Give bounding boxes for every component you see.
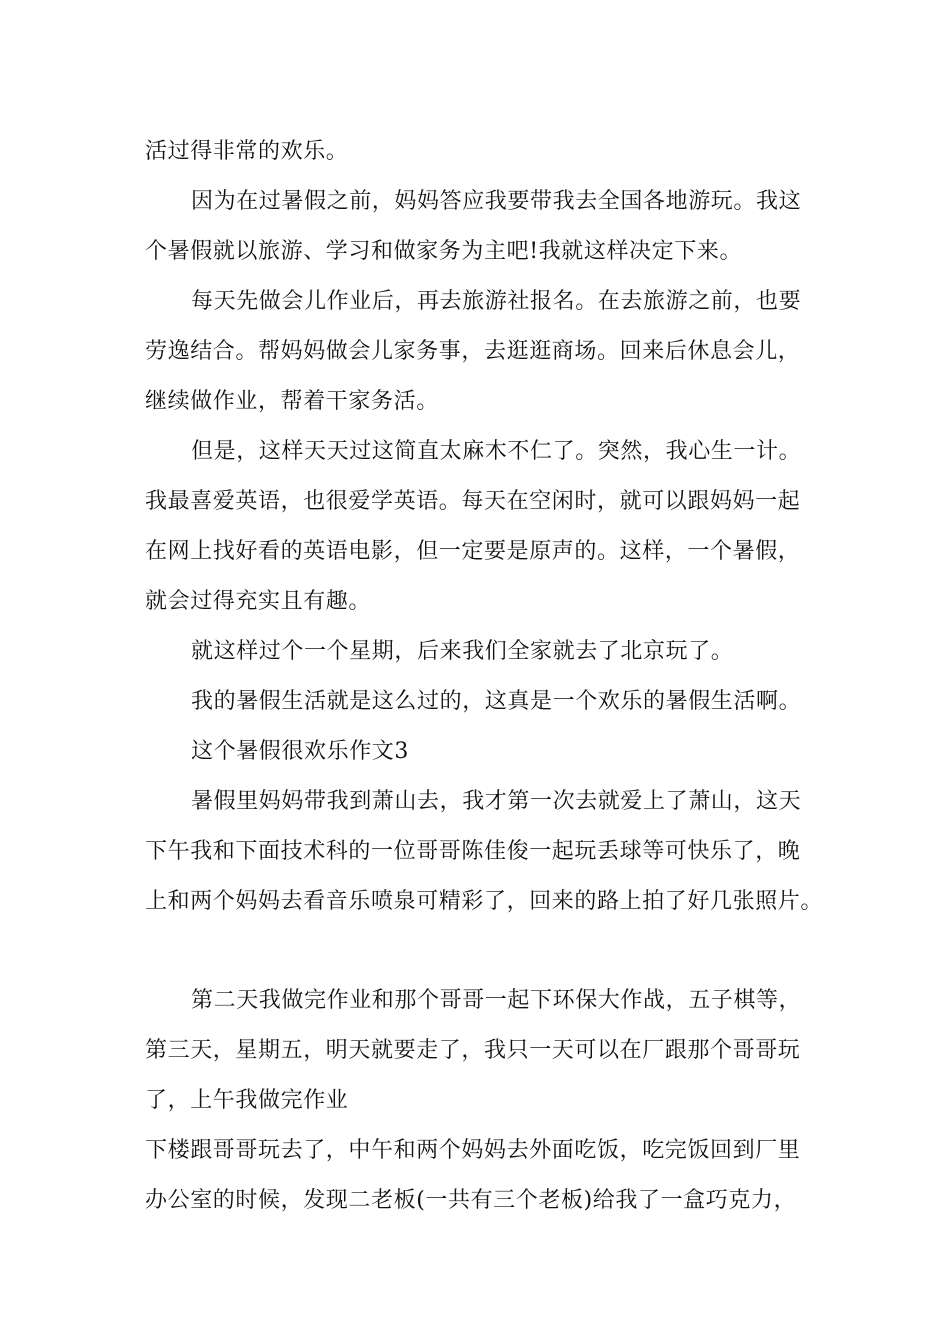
text-line: 上和两个妈妈去看音乐喷泉可精彩了，回来的路上拍了好几张照片。 — [145, 889, 824, 914]
text-line: 就这样过个一个星期，后来我们全家就去了北京玩了。 — [191, 639, 734, 664]
text-line: 但是，这样天天过这简直太麻木不仁了。突然，我心生一计。 — [191, 439, 802, 464]
text-line: 在网上找好看的英语电影，但一定要是原声的。这样，一个暑假， — [145, 539, 801, 564]
text-line: 就会过得充实且有趣。 — [145, 589, 372, 614]
text-line: 继续做作业，帮着干家务活。 — [145, 389, 439, 414]
text-line: 下午我和下面技术科的一位哥哥陈佳俊一起玩丢球等可快乐了，晚 — [145, 839, 801, 864]
text-line: 我最喜爱英语，也很爱学英语。每天在空闲时，就可以跟妈妈一起 — [145, 489, 801, 514]
text-line: 每天先做会儿作业后，再去旅游社报名。在去旅游之前，也要 — [191, 289, 802, 314]
text-line: 第三天，星期五，明天就要走了，我只一天可以在厂跟那个哥哥玩 — [145, 1038, 801, 1063]
text-line: 第二天我做完作业和那个哥哥一起下环保大作战，五子棋等， — [191, 988, 802, 1013]
text-line: 下楼跟哥哥玩去了，中午和两个妈妈去外面吃饭，吃完饭回到厂里 — [145, 1138, 801, 1163]
text-line: 个暑假就以旅游、学习和做家务为主吧!我就这样决定下来。 — [145, 239, 743, 264]
text-line: 活过得非常的欢乐。 — [145, 139, 349, 164]
text-line: 暑假里妈妈带我到萧山去，我才第一次去就爱上了萧山，这天 — [191, 789, 802, 814]
text-line: 因为在过暑假之前，妈妈答应我要带我去全国各地游玩。我这 — [191, 189, 802, 214]
section-heading: 这个暑假很欢乐作文3 — [191, 739, 409, 764]
text-line: 我的暑假生活就是这么过的，这真是一个欢乐的暑假生活啊。 — [191, 689, 802, 714]
text-line: 办公室的时候，发现二老板(一共有三个老板)给我了一盒巧克力， — [145, 1188, 797, 1213]
text-line: 劳逸结合。帮妈妈做会儿家务事，去逛逛商场。回来后休息会儿， — [145, 339, 801, 364]
text-line: 了，上午我做完作业 — [145, 1088, 349, 1113]
